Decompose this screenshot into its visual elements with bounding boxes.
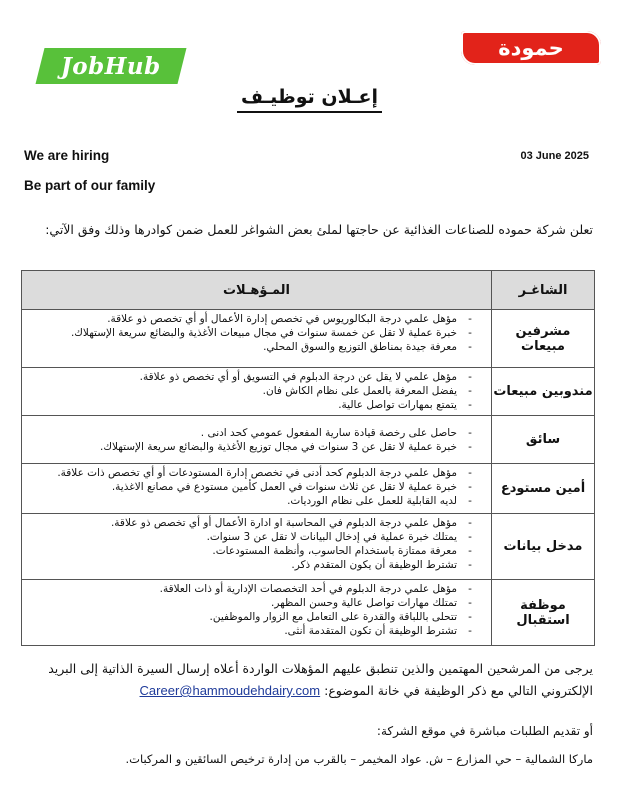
hammoudeh-logo xyxy=(461,31,601,65)
role-cell: مدخل بيانات xyxy=(492,514,595,580)
qualification-item: - تمتلك مهارات تواصل عالية وحسن المظهر. xyxy=(28,596,483,610)
table-row xyxy=(22,580,595,646)
qualification-item: - مؤهل علمي درجة الدبلوم كحد أدنى في تخصص إدارة المستودعات أو أي تخصص ذات علاقة. xyxy=(28,466,483,480)
role-cell: مندوبين مبيعات xyxy=(492,368,595,416)
career-email-link[interactable]: Career@hammoudehdairy.com xyxy=(139,683,321,698)
qualification-item: - خبرة عملية لا تقل عن خمسة سنوات في مجال مبيعات الأغذية والبضائع سريعة الإستهلاك. xyxy=(28,326,483,340)
instructions-line-1: يرجى من المرشحين المهتمين والذين تنطبق عليهم المؤهلات الواردة أعلاه إرسال السيرة الذاتية إلى البريد xyxy=(48,661,593,676)
qualifications-cell xyxy=(22,310,492,368)
instructions-line-2 xyxy=(23,680,593,702)
role-cell: سائق xyxy=(492,416,595,464)
qualification-item: - تتحلى باللباقة والقدرة على التعامل مع الزوار والموظفين. xyxy=(28,610,483,624)
qualifications-cell xyxy=(22,416,492,464)
table-row xyxy=(22,464,595,514)
table-row xyxy=(22,416,595,464)
table-header-row xyxy=(22,271,595,310)
role-cell: موظفة استقبال xyxy=(492,580,595,646)
qualification-item: - لديه القابلية للعمل على نظام الورديات. xyxy=(28,494,483,508)
announcement-date: 03 June 2025 xyxy=(520,150,589,162)
application-instructions xyxy=(23,658,593,702)
qualification-item: - تشترط الوظيفة أن يكون المتقدم ذكر. xyxy=(28,558,483,572)
header-qualifications: المـؤهـلات xyxy=(22,271,492,310)
qualifications-cell xyxy=(22,514,492,580)
role-cell: مشرفين مبيعات xyxy=(492,310,595,368)
qualifications-cell xyxy=(22,368,492,416)
table-row xyxy=(22,310,595,368)
qualifications-cell xyxy=(22,580,492,646)
qualification-item: - مؤهل علمي درجة البكالوريوس في تخصص إدارة الأعمال أو أي تخصص ذو علاقة. xyxy=(28,312,483,326)
qualification-item: - معرفة جيدة بمناطق التوزيع والسوق المحلي. xyxy=(28,340,483,354)
instructions-line-2-text: الإلكتروني التالي مع ذكر الوظيفة في خانة الموضوع: xyxy=(324,683,593,698)
apply-in-person-text: أو تقديم الطلبات مباشرة في موقع الشركة: xyxy=(376,724,593,738)
qualification-item: - خبرة عملية لا تقل عن 3 سنوات في مجال توزيع الأغذية والبضائع سريعة الإستهلاك. xyxy=(28,440,483,454)
qualification-item: - معرفة ممتازة باستخدام الحاسوب، وأنظمة المستودعات. xyxy=(28,544,483,558)
intro-text: تعلن شركة حموده للصناعات الغذائية عن حاجتها لملئ بعض الشواغر للعمل ضمن كوادرها وذلك وفق الآتي: xyxy=(45,222,593,237)
vacancies-table xyxy=(21,270,595,646)
qualification-item: - حاصل على رخصة قيادة سارية المفعول عمومي كحد ادنى . xyxy=(28,426,483,440)
qualification-item: - خبرة عملية لا تقل عن ثلاث سنوات في العمل كأمين مستودع في مصانع الاغذية. xyxy=(28,480,483,494)
qualification-item: - يتمتع بمهارات تواصل عالية. xyxy=(28,398,483,412)
qualification-item: - تشترط الوظيفة أن تكون المتقدمة أنثى. xyxy=(28,624,483,638)
role-cell: أمين مستودع xyxy=(492,464,595,514)
qualification-item: - مؤهل علمي درجة الدبلوم في أحد التخصصات الإدارية أو ذات العلاقة. xyxy=(28,582,483,596)
qualification-item: - مؤهل علمي لا يقل عن درجة الدبلوم في التسويق أو أي تخصص ذو علاقة. xyxy=(28,370,483,384)
company-address: ماركا الشمالية – حي المزارع – ش. عواد المخيمر – بالقرب من إدارة ترخيص السائقين و المركبات. xyxy=(125,752,593,766)
qualification-item: - يمتلك خبرة عملية في إدخال البيانات لا تقل عن 3 سنوات. xyxy=(28,530,483,544)
hiring-heading: We are hiring xyxy=(24,148,110,163)
qualifications-cell xyxy=(22,464,492,514)
qualification-item: - يفضل المعرفة بالعمل على نظام الكاش فان. xyxy=(28,384,483,398)
jobhub-logo-text: JobHub xyxy=(61,52,161,80)
table-row xyxy=(22,368,595,416)
qualification-item: - مؤهل علمي درجة الدبلوم في المحاسبة او ادارة الأعمال أو أي تخصص ذو علاقة. xyxy=(28,516,483,530)
family-subheading: Be part of our family xyxy=(24,178,156,193)
page-title: إعـلان توظيـف xyxy=(0,86,619,108)
hammoudeh-logo-text: حمودة xyxy=(498,36,564,60)
header-role: الشاغـر xyxy=(492,271,595,310)
table-row xyxy=(22,514,595,580)
jobhub-logo xyxy=(36,48,187,84)
